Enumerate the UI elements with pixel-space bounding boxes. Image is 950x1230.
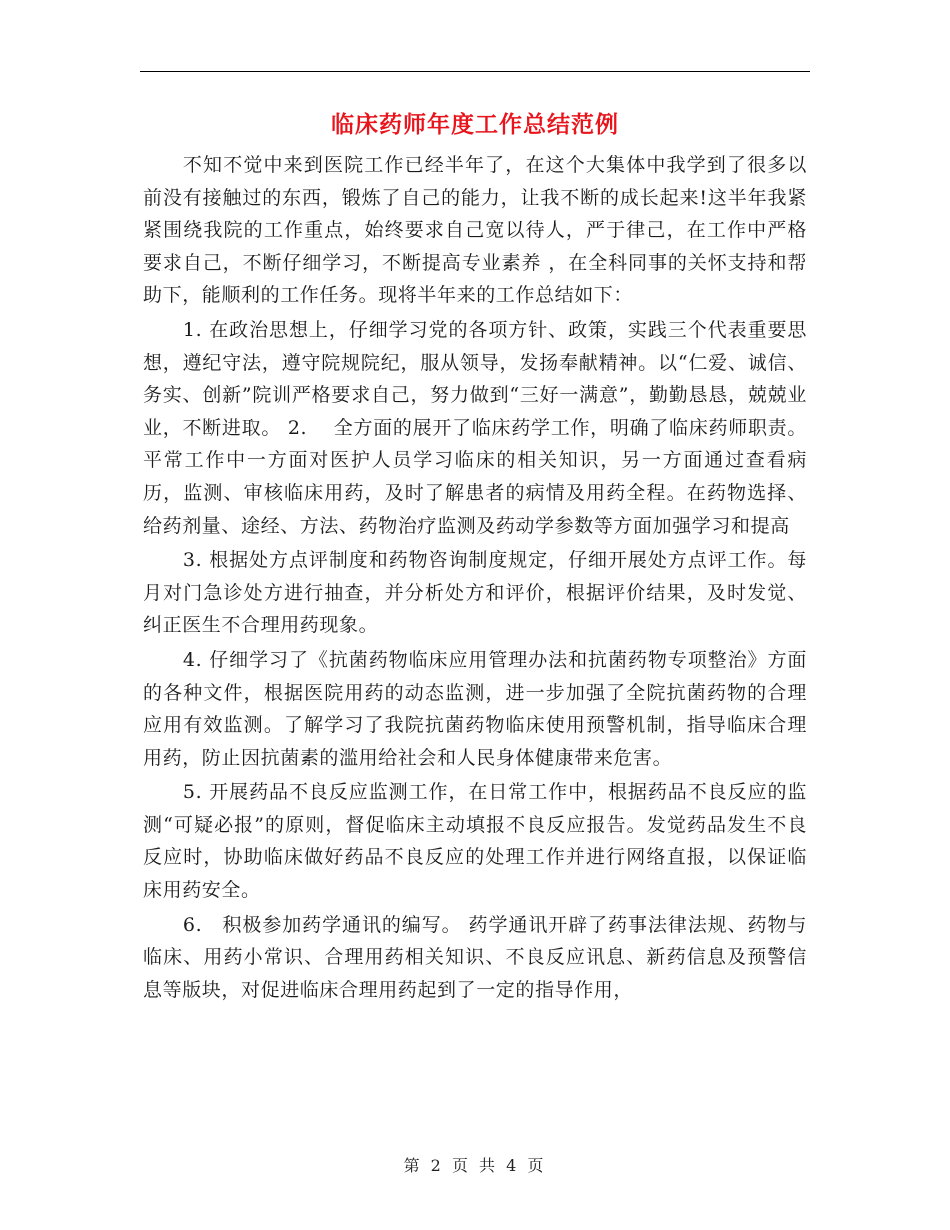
paragraph-item-4: 4. 仔细学习了《抗菌药物临床应用管理办法和抗菌药物专项整治》方面的各种文件，根据医院用药的动态监测，进一步加强了全院抗菌药物的合理应用有效监测。了解学习了我院抗菌药物临床使用预警机制，指导临床合理用药，防止因抗菌素的滥用给社会和人民身体健康带来危害。 xyxy=(143,648,807,769)
document-body xyxy=(143,149,807,1006)
page-number: 第 2 页 共 4 页 xyxy=(403,1156,547,1175)
paragraph-item-3: 3. 根据处方点评制度和药物咨询制度规定，仔细开展处方点评工作。每月对门急诊处方进行抽查，并分析处方和评价，根据评价结果，及时发觉、纠正医生不合理用药现象。 xyxy=(143,549,807,637)
paragraph-item-6: 6. 积极参加药学通讯的编写。 药学通讯开辟了药事法律法规、药物与临床、用药小常识、合理用药相关知识、不良反应讯息、新药信息及预警信息等版块，对促进临床合理用药起到了一定的指导作用， xyxy=(143,913,807,1001)
header-rule xyxy=(140,71,810,72)
document-title: 临床药师年度工作总结范例 xyxy=(331,112,619,138)
paragraph-item-1-2: 1. 在政治思想上，仔细学习党的各项方针、政策，实践三个代表重要思想，遵纪守法，遵守院规院纪，服从领导，发扬奉献精神。以“仁爱、诚信、务实、创新”院训严格要求自己，努力做到“三好一满意”，勤勤恳恳，兢兢业业，不断进取。 2. 全方面的展开了临床药学工作，明确了临床药师职责。平常工作中一方面对医护人员学习临床的相关知识，另一方面通过查看病历，监测、审核临床用药，及时了解患者的病情及用药全程。在药物选择、给药剂量、途经、方法、药物治疗监测及药动学参数等方面加强学习和提高 xyxy=(143,318,807,537)
paragraph-item-5: 5. 开展药品不良反应监测工作，在日常工作中，根据药品不良反应的监测“可疑必报”的原则，督促临床主动填报不良反应报告。发觉药品发生不良反应时，协助临床做好药品不良反应的处理工作并进行网络直报，以保证临床用药安全。 xyxy=(143,781,807,902)
paragraph-intro: 不知不觉中来到医院工作已经半年了，在这个大集体中我学到了很多以前没有接触过的东西，锻炼了自己的能力，让我不断的成长起来!这半年我紧紧围绕我院的工作重点，始终要求自己宽以待人，严于律己，在工作中严格要求自己，不断仔细学习，不断提高专业素养 ，在全科同事的关怀支持和帮助下，能顺利的工作任务。现将半年来的工作总结如下： xyxy=(143,154,807,307)
